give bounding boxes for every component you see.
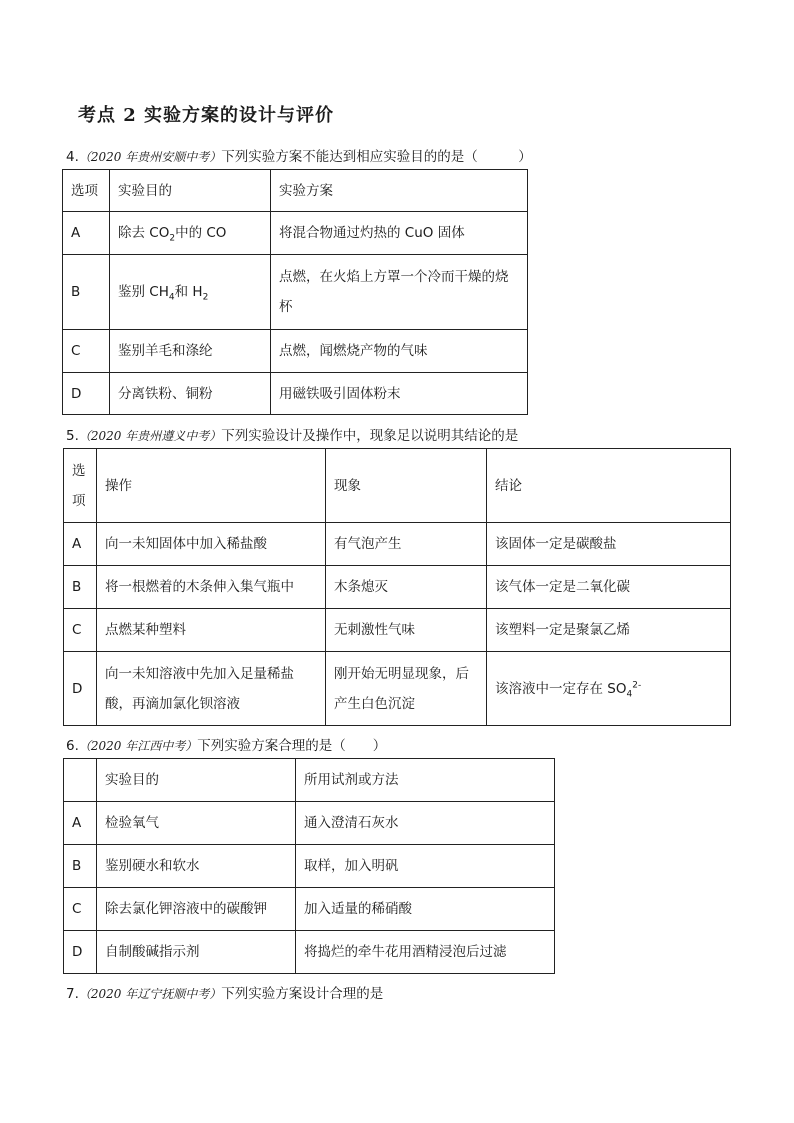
header-cell: 选项 [64,449,97,523]
question-number: 6. [66,738,79,754]
option-cell: C [64,609,97,652]
header-cell: 实验方案 [271,170,528,212]
goal-text: 鉴别 CH [118,284,169,300]
conclusion-cell: 该气体一定是二氧化碳 [487,566,731,609]
goal-cell [110,212,271,255]
question-number: 7. [66,986,79,1002]
goal-cell: 自制酸碱指示剂 [97,931,296,974]
question-number: 4. [66,149,79,165]
table-row [63,373,528,415]
header-cell [64,759,97,802]
option-cell: A [64,802,97,845]
method-cell: 通入澄清石灰水 [296,802,555,845]
table-header-row [64,449,731,523]
goal-text: 除去 CO [118,225,170,241]
subscript: 2 [169,233,176,244]
method-cell: 加入适量的稀硝酸 [296,888,555,931]
question-source: （2020 年贵州遵义中考） [78,429,222,443]
question-4-title [66,145,532,165]
question-source: （2020 年贵州安顺中考） [78,150,222,164]
table-row [63,330,528,373]
table-row [64,609,731,652]
question-4-table [62,169,528,415]
phenomenon-cell: 无刺激性气味 [326,609,487,652]
option-cell: B [63,255,110,330]
question-6-table [63,758,555,974]
operation-cell: 将一根燃着的木条伸入集气瓶中 [97,566,326,609]
goal-cell: 鉴别硬水和软水 [97,845,296,888]
table-header-row [64,759,555,802]
plan-cell: 点燃，在火焰上方罩一个冷而干燥的烧杯 [271,255,528,330]
question-6-title [66,734,386,754]
option-cell: C [63,330,110,373]
header-cell: 操作 [97,449,326,523]
table-row [64,652,731,726]
table-row [64,566,731,609]
table-header-row [63,170,528,212]
phenomenon-cell: 有气泡产生 [326,523,487,566]
question-source: （2020 年辽宁抚顺中考） [78,987,222,1001]
header-cell: 实验目的 [97,759,296,802]
table-row [64,845,555,888]
table-row [63,212,528,255]
goal-cell: 鉴别羊毛和涤纶 [110,330,271,373]
option-cell: C [64,888,97,931]
table-row [64,523,731,566]
question-5-table [63,448,731,726]
header-cell: 选项 [63,170,110,212]
operation-cell: 向一未知固体中加入稀盐酸 [97,523,326,566]
conclusion-cell: 该固体一定是碳酸盐 [487,523,731,566]
superscript: 2- [632,680,642,690]
conclusion-cell [487,652,731,726]
option-cell: D [64,931,97,974]
phenomenon-cell: 木条熄灭 [326,566,487,609]
section-heading: 考点 2 实验方案的设计与评价 [78,105,335,126]
conclusion-cell: 该塑料一定是聚氯乙烯 [487,609,731,652]
question-7-title [66,982,383,1002]
goal-text: 中的 CO [175,225,227,241]
table-row [63,255,528,330]
goal-text: 和 H [174,284,203,300]
header-cell: 结论 [487,449,731,523]
question-number: 5. [66,428,79,444]
goal-cell: 分离铁粉、铜粉 [110,373,271,415]
conclusion-text: 该溶液中一定存在 SO [495,680,627,697]
goal-cell: 除去氯化钾溶液中的碳酸钾 [97,888,296,931]
goal-cell: 检验氧气 [97,802,296,845]
method-cell: 将捣烂的牵牛花用酒精浸泡后过滤 [296,931,555,974]
subscript: 2 [202,292,209,303]
question-5-title [66,424,518,444]
table-row [64,931,555,974]
question-stem: 下列实验方案设计合理的是 [221,986,384,1002]
plan-cell: 将混合物通过灼热的 CuO 固体 [271,212,528,255]
method-cell: 取样，加入明矾 [296,845,555,888]
operation-cell: 向一未知溶液中先加入足量稀盐酸，再滴加氯化钡溶液 [97,652,326,726]
question-stem: 下列实验方案不能达到相应实验目的的是（ ） [221,149,532,165]
header-cell: 实验目的 [110,170,271,212]
subscript: 4 [626,689,633,700]
question-stem: 下列实验方案合理的是（ ） [197,738,387,754]
table-row [64,802,555,845]
subscript: 4 [168,292,175,303]
option-cell: D [63,373,110,415]
goal-cell [110,255,271,330]
phenomenon-cell: 刚开始无明显现象，后产生白色沉淀 [326,652,487,726]
header-cell: 现象 [326,449,487,523]
option-cell: B [64,845,97,888]
option-cell: B [64,566,97,609]
header-cell: 所用试剂或方法 [296,759,555,802]
plan-cell: 点燃，闻燃烧产物的气味 [271,330,528,373]
question-source: （2020 年江西中考） [78,739,198,753]
option-cell: D [64,652,97,726]
operation-cell: 点燃某种塑料 [97,609,326,652]
plan-cell: 用磁铁吸引固体粉末 [271,373,528,415]
option-cell: A [64,523,97,566]
option-cell: A [63,212,110,255]
question-stem: 下列实验设计及操作中，现象足以说明其结论的是 [221,428,519,444]
table-row [64,888,555,931]
